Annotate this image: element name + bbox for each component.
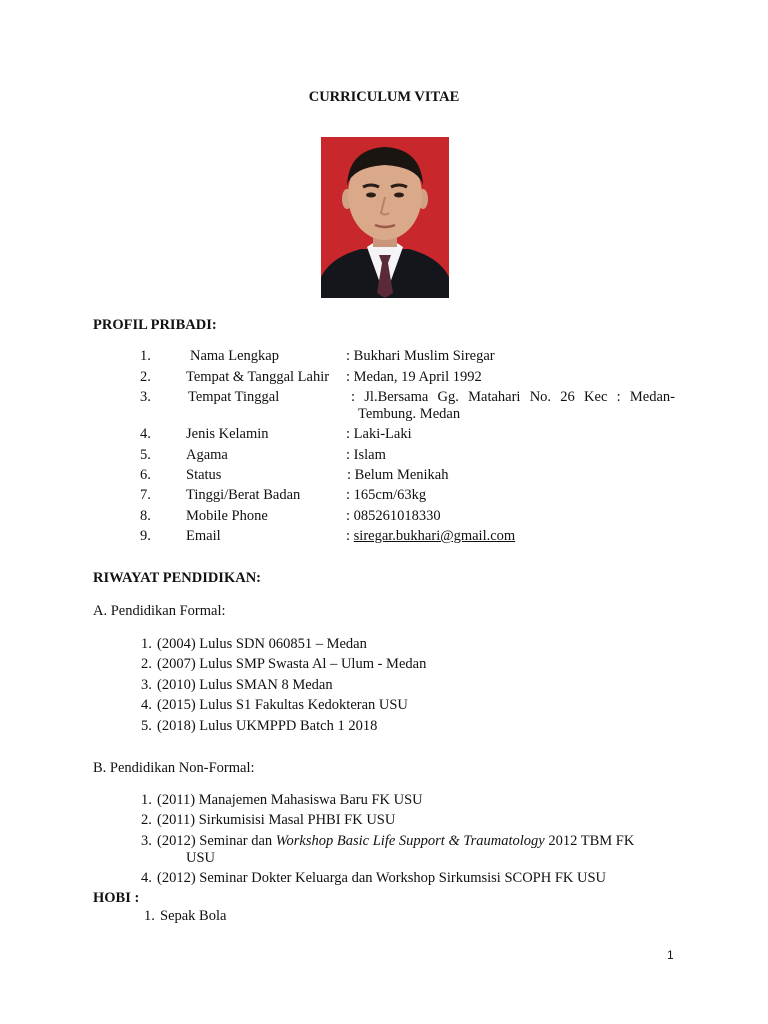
- page-number: 1: [667, 948, 674, 962]
- list-item-text: 2012 TBM FK: [544, 833, 635, 849]
- profile-item-number: 8.: [140, 508, 151, 524]
- profile-value-phone: : 085261018330: [346, 508, 441, 524]
- email-link[interactable]: siregar.bukhari@gmail.com: [353, 528, 516, 544]
- list-item: (2010) Lulus SMAN 8 Medan: [157, 677, 333, 693]
- list-item: [157, 832, 634, 850]
- list-item: (2015) Lulus S1 Fakultas Kedokteran USU: [157, 697, 408, 713]
- profile-value-gender: : Laki-Laki: [346, 426, 412, 442]
- profile-item-number: 6.: [140, 467, 151, 483]
- profile-label-name: Nama Lengkap: [190, 348, 279, 364]
- portrait-image: [321, 137, 449, 298]
- profile-label-height-weight: Tinggi/Berat Badan: [186, 487, 301, 503]
- hobby-heading: HOBI :: [93, 890, 140, 906]
- formal-education-heading: A. Pendidikan Formal:: [93, 603, 226, 619]
- profile-item-number: 3.: [140, 389, 151, 405]
- list-item: Sepak Bola: [160, 908, 227, 924]
- list-item-number: 1.: [141, 636, 152, 652]
- profile-value-address-line2: Tembung. Medan: [358, 406, 461, 422]
- list-item: (2004) Lulus SDN 060851 – Medan: [157, 636, 367, 652]
- profile-value-address: : Jl.Bersama Gg. Matahari No. 26 Kec : Medan-: [351, 389, 675, 405]
- list-item-number: 3.: [141, 833, 152, 849]
- profile-value-religion: : Islam: [346, 447, 386, 463]
- profile-item-number: 5.: [140, 447, 151, 463]
- profile-label-phone: Mobile Phone: [186, 508, 268, 524]
- list-item-number: 1.: [141, 792, 152, 808]
- profile-label-status: Status: [186, 467, 222, 483]
- email-colon: :: [346, 528, 354, 544]
- profile-value-birth: : Medan, 19 April 1992: [346, 369, 482, 385]
- profile-item-number: 1.: [140, 348, 151, 364]
- profile-heading: PROFIL PRIBADI:: [93, 317, 217, 333]
- profile-item-number: 9.: [140, 528, 151, 544]
- list-item-continuation: USU: [186, 850, 216, 866]
- education-heading: RIWAYAT PENDIDIKAN:: [93, 570, 261, 586]
- list-item-number: 2.: [141, 656, 152, 672]
- profile-item-number: 4.: [140, 426, 151, 442]
- profile-label-gender: Jenis Kelamin: [186, 426, 269, 442]
- list-item: (2018) Lulus UKMPPD Batch 1 2018: [157, 718, 378, 734]
- list-item-italic-text: Workshop Basic Life Support & Traumatology: [275, 833, 545, 849]
- list-item: (2011) Sirkumisisi Masal PHBI FK USU: [157, 812, 396, 828]
- profile-label-birth: Tempat & Tanggal Lahir: [186, 369, 330, 385]
- list-item-text: (2012) Seminar dan: [157, 833, 276, 849]
- list-item-number: 4.: [141, 697, 152, 713]
- list-item-number: 5.: [141, 718, 152, 734]
- list-item: (2012) Seminar Dokter Keluarga dan Workshop Sirkumsisi SCOPH FK USU: [157, 870, 606, 886]
- profile-value-status: : Belum Menikah: [347, 467, 449, 483]
- profile-label-email: Email: [186, 528, 221, 544]
- profile-photo: [321, 137, 449, 298]
- profile-value-email: [346, 527, 515, 545]
- profile-item-number: 7.: [140, 487, 151, 503]
- list-item-number: 1.: [144, 908, 155, 924]
- profile-value-name: : Bukhari Muslim Siregar: [346, 348, 495, 364]
- list-item-number: 2.: [141, 812, 152, 828]
- list-item: (2007) Lulus SMP Swasta Al – Ulum - Medan: [157, 656, 427, 672]
- document-title: CURRICULUM VITAE: [308, 89, 460, 105]
- profile-label-religion: Agama: [186, 447, 228, 463]
- list-item: (2011) Manajemen Mahasiswa Baru FK USU: [157, 792, 423, 808]
- list-item-number: 4.: [141, 870, 152, 886]
- profile-value-height-weight: : 165cm/63kg: [346, 487, 427, 503]
- nonformal-education-heading: B. Pendidikan Non-Formal:: [93, 760, 255, 776]
- profile-label-address: Tempat Tinggal: [188, 389, 280, 405]
- profile-item-number: 2.: [140, 369, 151, 385]
- list-item-number: 3.: [141, 677, 152, 693]
